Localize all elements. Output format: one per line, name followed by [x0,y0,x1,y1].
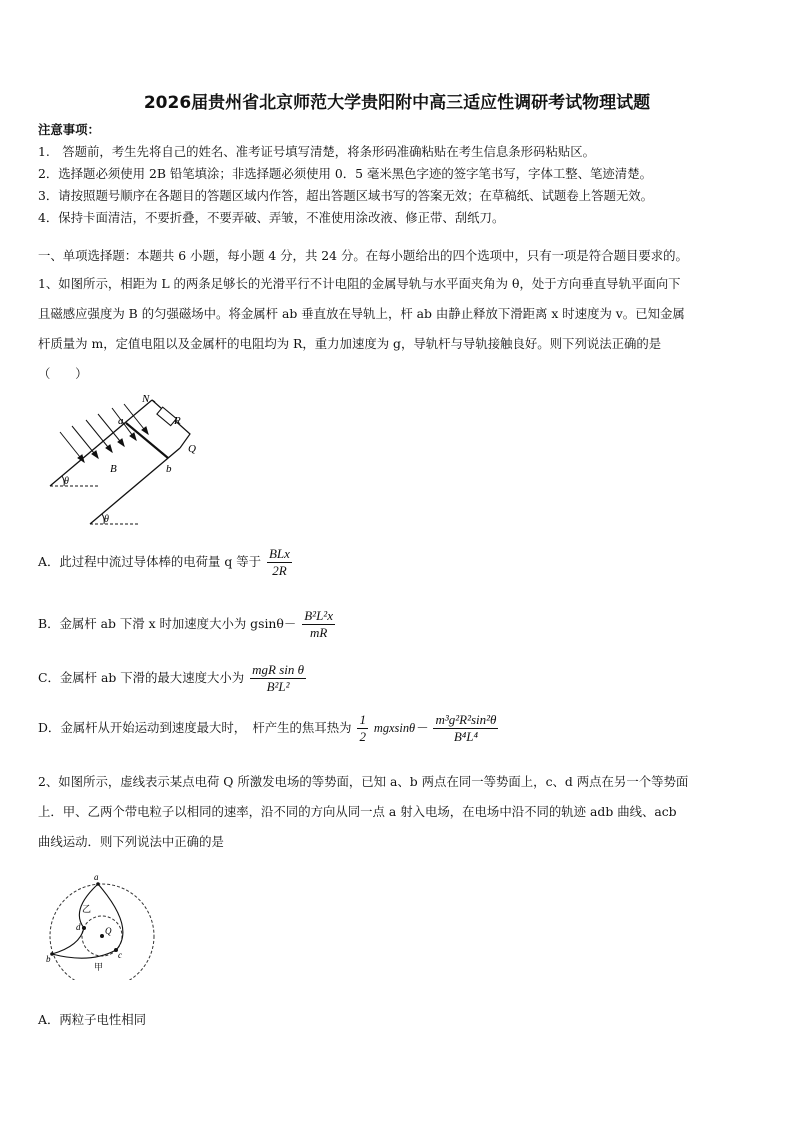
q1-option-d-mid: mgxsinθ－ [373,721,428,735]
label-b: b [46,954,51,964]
label-a: a [118,415,124,427]
q2-stem-line-2: 上．甲、乙两个带电粒子以相同的速率，沿不同的方向从同一点 a 射入电场，在电场中沿不同的轨迹 adb 曲线、acb [38,804,677,819]
label-d: d [76,922,81,932]
q1-option-c-text: C．金属杆 ab 下滑的最大速度大小为 [38,670,245,685]
label-N: N [142,393,150,405]
q2-stem-line-3: 曲线运动．则下列说法中正确的是 [38,834,224,849]
q1-option-d-text: D．金属杆从开始运动到速度最大时， 杆产生的焦耳热为 [38,720,352,735]
q1-option-b-fraction [302,608,335,641]
q1-stem-line-3: 杆质量为 m，定值电阻以及金属杆的电阻均为 R，重力加速度为 g，导轨杆与导轨接触良好。则下列说法正确的是 [38,336,662,351]
q1-option-d-half [357,712,368,745]
q2-stem-line-1: 2、如图所示，虚线表示某点电荷 Q 所激发电场的等势面，已知 a、b 两点在同一等势面上，c、d 两点在另一个等势面 [38,774,689,789]
label-B: B [110,463,117,475]
q1-option-b-text: B．金属杆 ab 下滑 x 时加速度大小为 gsinθ－ [38,616,297,631]
notice-item-2: 2．选择题必须使用 2B 铅笔填涂；非选择题必须使用 0．5 毫米黑色字迹的签字笔书写，字体工整、笔迹清楚。 [38,166,652,181]
label-Q: Q [188,443,196,455]
q1-option-b [38,608,337,641]
label-yi: 乙 [82,904,92,914]
fraction-numerator: B²L²x [304,608,333,623]
label-a: a [94,872,99,882]
fraction-numerator: m³g²R²sin²θ [435,712,497,727]
q1-option-a [38,546,294,579]
page-title: 2026届贵州省北京师范大学贵阳附中高三适应性调研考试物理试题 [143,93,651,113]
q1-option-a-text: A．此过程中流过导体棒的电荷量 q 等于 [38,554,262,569]
fraction-denominator: B²L² [266,679,290,694]
notice-item-3: 3．请按照题号顺序在各题目的答题区域内作答，超出答题区域书写的答案无效；在草稿纸、试题卷上答题无效。 [38,188,654,203]
section-heading: 一、单项选择题：本题共 6 小题，每小题 4 分，共 24 分。在每小题给出的四个选项中，只有一项是符合题目要求的。 [38,248,688,263]
label-theta-2: θ [104,514,109,525]
q1-option-c [38,662,308,695]
q1-option-d [38,712,500,745]
fraction-numerator: 1 [359,712,366,727]
notice-item-1: 1. 答题前，考生先将自己的姓名、准考证号填写清楚，将条形码准确粘贴在考生信息条形码粘贴区。 [38,144,596,159]
q1-stem-line-1: 1、如图所示，相距为 L 的两条足够长的光滑平行不计电阻的金属导轨与水平面夹角为 θ，处于方向垂直导轨平面向下 [38,276,681,291]
notice-heading: 注意事项： [38,122,100,137]
q2-field-diagram [40,870,160,980]
q1-option-a-fraction [267,546,292,579]
label-R: R [174,415,181,427]
q1-option-d-fraction [433,712,498,745]
q1-answer-paren: （ ） [38,366,88,381]
fraction-numerator: mgR sin θ [252,662,304,677]
q1-option-c-fraction [250,662,306,695]
notice-item-4: 4．保持卡面清洁，不要折叠，不要弄破、弄皱，不准使用涂改液、修正带、刮纸刀。 [38,210,505,225]
fraction-denominator: 2 [359,729,366,744]
q2-option-a: A．两粒子电性相同 [38,1012,147,1027]
label-c: c [118,950,122,960]
q1-rail-diagram [40,390,220,530]
fraction-denominator: mR [309,625,328,640]
label-jia: 甲 [94,962,104,972]
fraction-denominator: 2R [272,563,287,578]
fraction-numerator: BLx [268,546,290,561]
q1-stem-line-2: 且磁感应强度为 B 的匀强磁场中。将金属杆 ab 垂直放在导轨上，杆 ab 由静止释放下滑距离 x 时速度为 v。已知金属 [38,306,685,321]
label-b: b [166,463,172,475]
fraction-denominator: B⁴L⁴ [453,729,479,744]
label-Q: Q [105,926,112,936]
label-theta-1: θ [64,476,69,487]
